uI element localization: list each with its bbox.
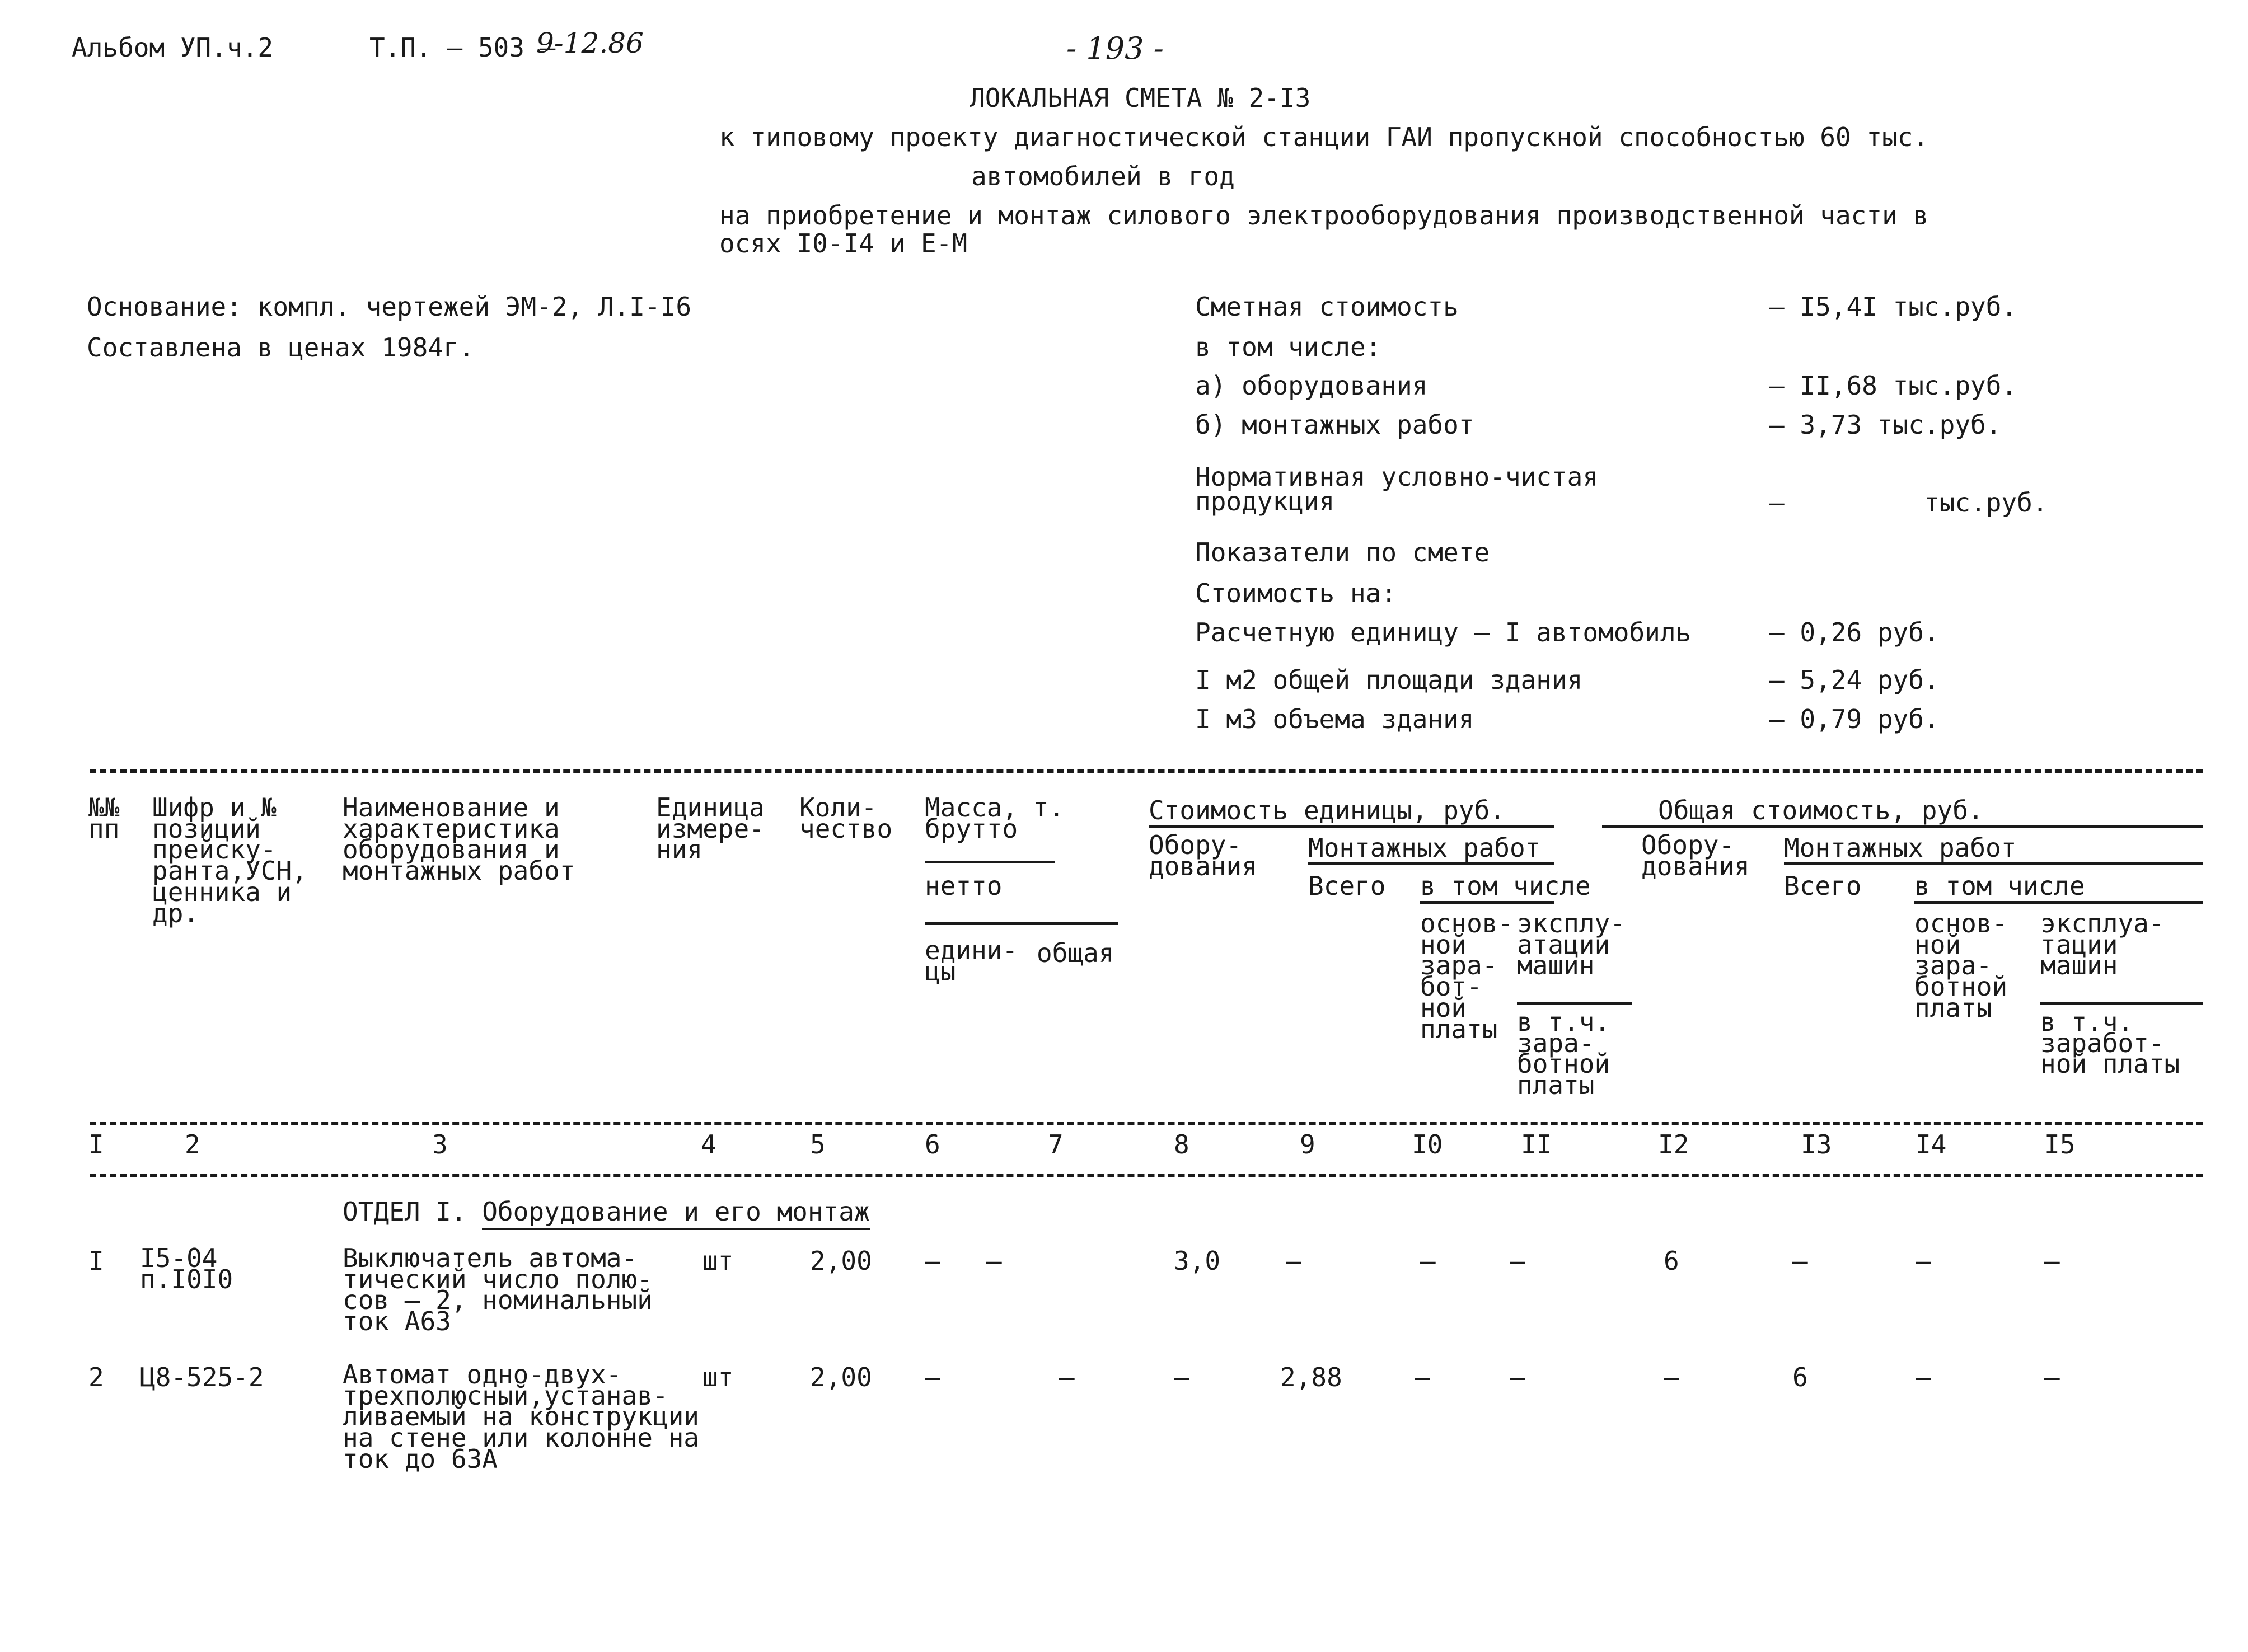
col-number: I3 xyxy=(1801,1129,1832,1160)
col-number: 4 xyxy=(701,1129,716,1160)
col-header-code: Шифр и № позиций прейску- ранта,УСН, ценника и др. xyxy=(152,792,307,928)
col-header-total-incl: в том числе xyxy=(1914,871,2085,901)
col-header-unit: Единица измере- ния xyxy=(656,792,765,865)
col-header-total-wage: основ- ной зара- ботной платы xyxy=(1914,908,2008,1023)
page-number: - 193 - xyxy=(1066,31,1164,66)
column-numbers-divider xyxy=(90,1174,2203,1177)
section-title: Оборудование и его монтаж xyxy=(482,1196,869,1230)
row-name: Автомат одно-двух- трехполюсный,устанав- ливаемый на конструкции на стене или колонне на ток до 63А xyxy=(343,1359,699,1474)
col-header-unit-mont: Монтажных работ xyxy=(1308,833,1541,863)
section-prefix: ОТДЕЛ I. xyxy=(343,1196,467,1227)
col-header-unit-incl: в том числе xyxy=(1420,871,1591,901)
row-unit-wage: – xyxy=(1415,1362,1430,1392)
summary-label: а) оборудования xyxy=(1195,370,1428,401)
row-unit-expl: – xyxy=(1510,1362,1525,1392)
row-total-equip: – xyxy=(1664,1362,1679,1392)
summary-value: – 0,26 руб. xyxy=(1769,617,1940,647)
col-header-unit-wage: основ- ной зара- бот- ной платы xyxy=(1420,908,1514,1044)
col-number: 7 xyxy=(1048,1129,1064,1160)
summary-label: Показатели по смете xyxy=(1195,537,1490,567)
summary-value: – II,68 тыс.руб. xyxy=(1769,370,2017,401)
col-header-total-mont: Монтажных работ xyxy=(1784,833,2017,863)
estimate-title: ЛОКАЛЬНАЯ СМЕТА № 2-I3 xyxy=(970,83,1311,113)
col-number: 5 xyxy=(810,1129,826,1160)
col-header-total-all: Всего xyxy=(1784,871,1862,901)
summary-label: Расчетную единицу – I автомобиль xyxy=(1195,617,1692,647)
summary-label: I м3 объема здания xyxy=(1195,704,1474,734)
col-header-number: №№ пп xyxy=(88,792,120,844)
row-unit-mont: 2,88 xyxy=(1280,1362,1342,1392)
row-unit-expl: – xyxy=(1510,1246,1525,1276)
mass-rule xyxy=(925,861,1055,863)
row-total-equip: 6 xyxy=(1664,1246,1679,1276)
row-unit: шт xyxy=(702,1362,734,1392)
row-number: I xyxy=(88,1246,104,1276)
section-heading xyxy=(343,1196,870,1227)
col-header-total-expl: эксплуа- тации машин xyxy=(2040,908,2165,981)
total-expl-rule xyxy=(2040,1002,2203,1005)
row-name: Выключатель автома- тический число полю- сов – 2, номинальный ток А63 xyxy=(343,1243,653,1337)
summary-label: I м2 общей площади здания xyxy=(1195,665,1583,695)
row-unit-equip: – xyxy=(1174,1362,1189,1392)
col-header-total-cost: Общая стоимость, руб. xyxy=(1658,795,1984,825)
col-header-qty: Коли- чество xyxy=(799,792,893,844)
title-line-cars: автомобилей в год xyxy=(971,161,1235,191)
col-number: I2 xyxy=(1658,1129,1689,1160)
row-total-expl: – xyxy=(2044,1362,2060,1392)
summary-label: б) монтажных работ xyxy=(1195,410,1474,440)
col-number: 9 xyxy=(1300,1129,1315,1160)
summary-value: – 5,24 руб. xyxy=(1769,665,1940,695)
unit-incl-rule xyxy=(1420,901,1554,904)
total-cost-rule xyxy=(1602,825,2203,828)
row-code: Ц8-525-2 xyxy=(140,1362,264,1392)
col-header-mass: Масса, т. брутто xyxy=(925,792,1065,844)
col-number: I xyxy=(88,1129,104,1160)
col-header-total-equip: Обору- дования xyxy=(1641,830,1750,881)
row-total-expl: – xyxy=(2044,1246,2060,1276)
col-header-name: Наименование и характеристика оборудования и монтажных работ xyxy=(343,792,575,886)
tp-prefix: Т.П. – 503 – xyxy=(369,32,556,63)
row-mass-total: – xyxy=(986,1246,1002,1276)
summary-label: в том числе: xyxy=(1195,332,1381,362)
unit-expl-rule xyxy=(1517,1002,1632,1005)
col-number: II xyxy=(1521,1129,1552,1160)
summary-label: Нормативная условно-чистая продукция xyxy=(1195,462,1599,517)
col-header-unit-cost: Стоимость единицы, руб. xyxy=(1149,795,1505,825)
row-unit-wage: – xyxy=(1420,1246,1436,1276)
netto-rule xyxy=(925,922,1118,925)
summary-value: – тыс.руб. xyxy=(1769,487,2048,518)
row-unit-equip: 3,0 xyxy=(1174,1246,1221,1276)
summary-value: – 0,79 руб. xyxy=(1769,704,1940,734)
table-top-divider xyxy=(90,769,2203,773)
col-number: I5 xyxy=(2044,1129,2076,1160)
row-code: I5-04 п.I0I0 xyxy=(140,1243,233,1294)
col-number: 3 xyxy=(432,1129,448,1160)
col-number: I0 xyxy=(1412,1129,1443,1160)
row-total-wage: – xyxy=(1916,1246,1931,1276)
tp-number: 9-12.86 xyxy=(536,27,644,59)
col-number: 8 xyxy=(1174,1129,1189,1160)
col-header-mass-unit: едини- цы xyxy=(925,935,1018,987)
row-mass-total: – xyxy=(1059,1362,1075,1392)
unit-mont-rule xyxy=(1308,862,1554,865)
title-line-project: к типовому проекту диагностической станции ГАИ пропускной способностью 60 тыс. xyxy=(719,122,1929,152)
total-mont-rule xyxy=(1784,862,2203,865)
title-line-purpose: на приобретение и монтаж силового электрооборудования производственной части в xyxy=(719,200,1929,231)
summary-value: – I5,4I тыс.руб. xyxy=(1769,292,2017,322)
row-unit: шт xyxy=(702,1246,734,1276)
col-number: 6 xyxy=(925,1129,940,1160)
col-header-total-expl-wage: в т.ч. заработ- ной платы xyxy=(2040,1007,2180,1080)
summary-value: – 3,73 тыс.руб. xyxy=(1769,410,2002,440)
col-header-netto: нетто xyxy=(925,871,1003,901)
col-header-unit-equip: Обору- дования xyxy=(1149,830,1257,881)
prices-line: Составлена в ценах 1984г. xyxy=(87,332,475,363)
row-total-mont: 6 xyxy=(1792,1362,1808,1392)
col-number: 2 xyxy=(185,1129,200,1160)
row-qty: 2,00 xyxy=(810,1246,872,1276)
col-header-unit-expl-wage: в т.ч. зара- ботной платы xyxy=(1517,1007,1610,1101)
row-unit-mont: – xyxy=(1286,1246,1301,1276)
title-line-axes: осях I0-I4 и E-M xyxy=(719,228,968,259)
col-header-mass-total: общая xyxy=(1037,938,1114,968)
col-number: I4 xyxy=(1916,1129,1947,1160)
row-number: 2 xyxy=(88,1362,104,1392)
total-incl-rule xyxy=(1914,901,2203,904)
summary-label: Сметная стоимость xyxy=(1195,292,1459,322)
row-qty: 2,00 xyxy=(810,1362,872,1392)
basis-line: Основание: компл. чертежей ЭМ-2, Л.I-I6 xyxy=(87,292,692,322)
col-header-unit-all: Всего xyxy=(1308,871,1386,901)
album-label: Альбом УП.ч.2 xyxy=(72,32,274,63)
row-total-wage: – xyxy=(1916,1362,1931,1392)
unit-cost-rule xyxy=(1149,825,1554,828)
row-mass-unit: – xyxy=(925,1362,940,1392)
header-bottom-divider xyxy=(90,1122,2203,1125)
summary-label: Стоимость на: xyxy=(1195,578,1397,608)
row-mass-unit: – xyxy=(925,1246,940,1276)
col-header-unit-expl: эксплу- атации машин xyxy=(1517,908,1626,981)
row-total-mont: – xyxy=(1792,1246,1808,1276)
